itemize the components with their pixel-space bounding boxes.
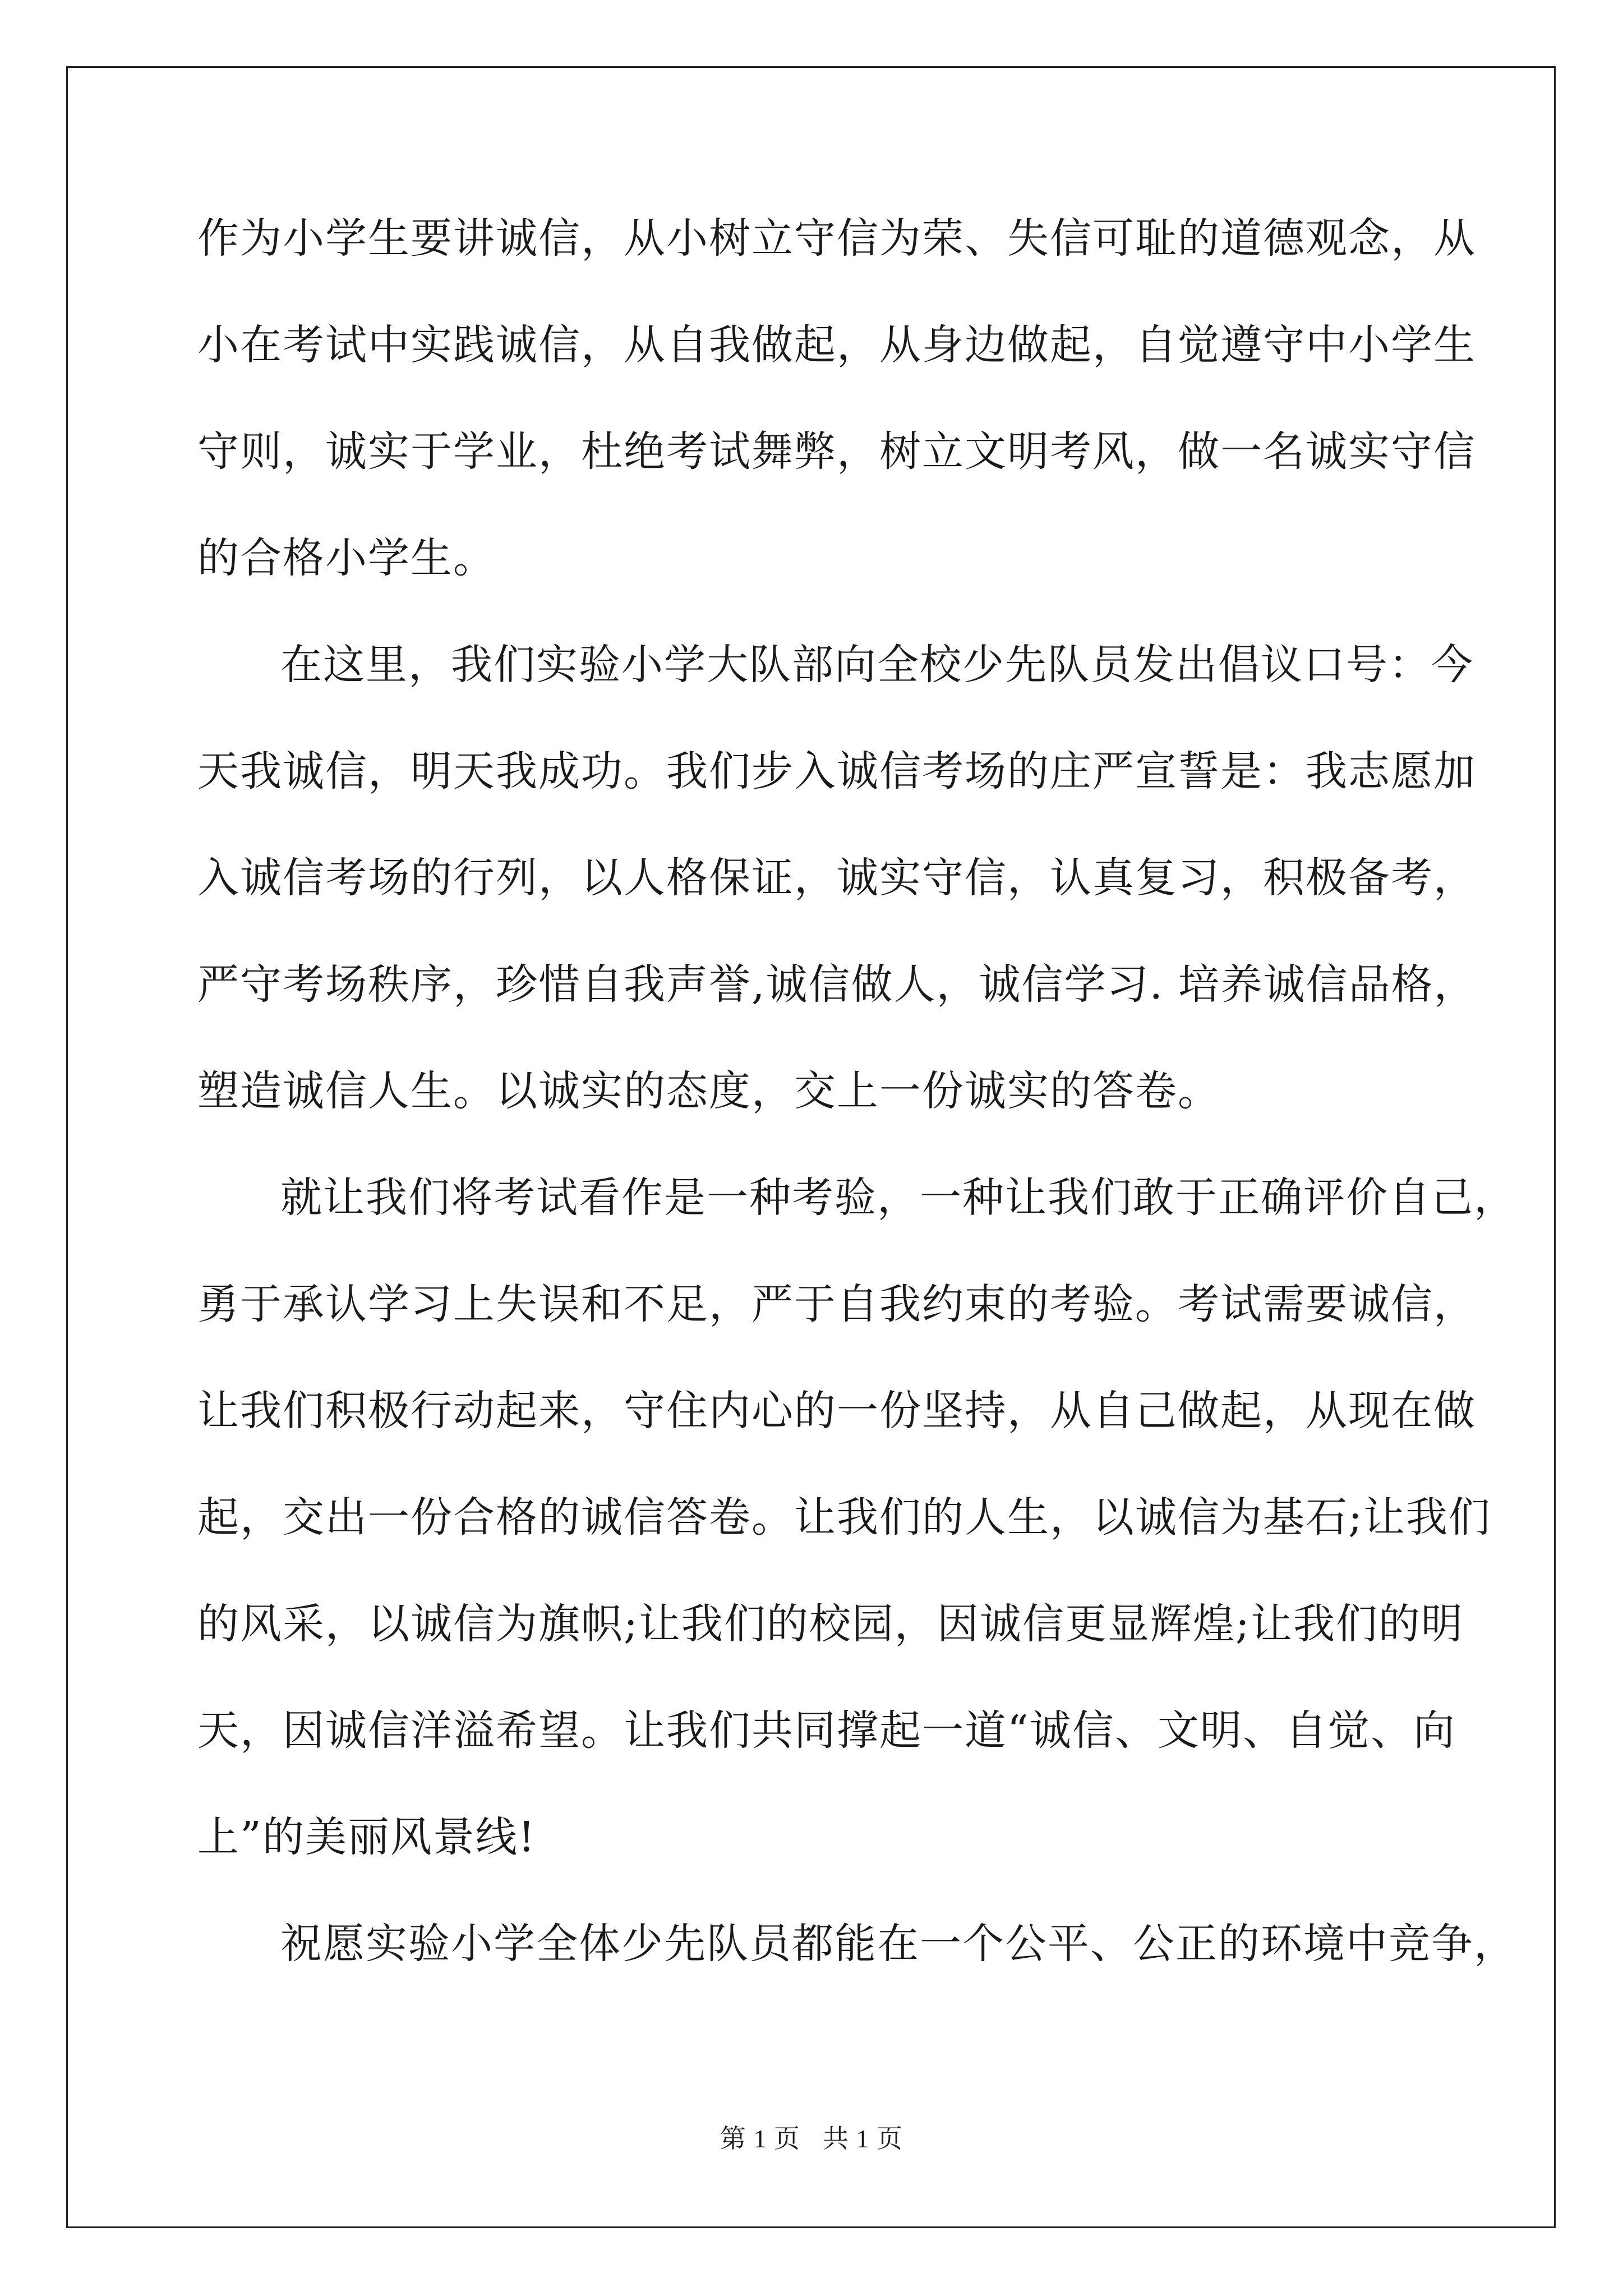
- text-line: 的合格小学生。: [197, 534, 496, 582]
- text-line: 塑造诚信人生。以诚实的态度，交上一份诚实的答卷。: [197, 1067, 1220, 1115]
- paragraph-start-line: 就让我们将考试看作是一种考验，一种让我们敢于正确评价自己，: [280, 1174, 1516, 1222]
- paragraph-start-line: 在这里，我们实验小学大队部向全校少先队员发出倡议口号：今: [280, 641, 1474, 689]
- text-line: 作为小学生要讲诚信，从小树立守信为荣、失信可耻的道德观念，从: [197, 214, 1476, 263]
- text-line: 天，因诚信洋溢希望。让我们共同撑起一道“诚信、文明、自觉、向: [197, 1706, 1456, 1755]
- text-line: 天我诚信，明天我成功。我们步入诚信考场的庄严宣誓是：我志愿加: [197, 747, 1476, 795]
- text-line: 勇于承认学习上失误和不足，严于自我约束的考验。考试需要诚信，: [197, 1280, 1476, 1328]
- page-number-current: 第 1 页: [720, 2124, 800, 2153]
- text-line: 守则，诚实于学业，杜绝考试舞弊，树立文明考风，做一名诚实守信: [197, 427, 1476, 476]
- text-line: 的风采，以诚信为旗帜;让我们的校园，因诚信更显辉煌;让我们的明: [197, 1600, 1464, 1648]
- text-line: 严守考场秩序，珍惜自我声誉,诚信做人，诚信学习. 培养诚信品格，: [197, 960, 1477, 1009]
- text-line: 上”的美丽风景线!: [197, 1813, 536, 1861]
- text-line: 起，交出一份合格的诚信答卷。让我们的人生，以诚信为基石;让我们: [197, 1493, 1491, 1542]
- paragraph-start-line: 祝愿实验小学全体少先队员都能在一个公平、公正的环境中竞争，: [280, 1920, 1516, 1968]
- text-line: 小在考试中实践诚信，从自我做起，从身边做起，自觉遵守中小学生: [197, 321, 1476, 369]
- document-body: [197, 202, 1516, 2014]
- page-number-total: 共 1 页: [823, 2124, 903, 2153]
- text-line: 让我们积极行动起来，守住内心的一份坚持，从自己做起，从现在做: [197, 1387, 1476, 1435]
- page-footer: [0, 2122, 1623, 2156]
- text-line: 入诚信考场的行列，以人格保证，诚实守信，认真复习，积极备考，: [197, 854, 1476, 902]
